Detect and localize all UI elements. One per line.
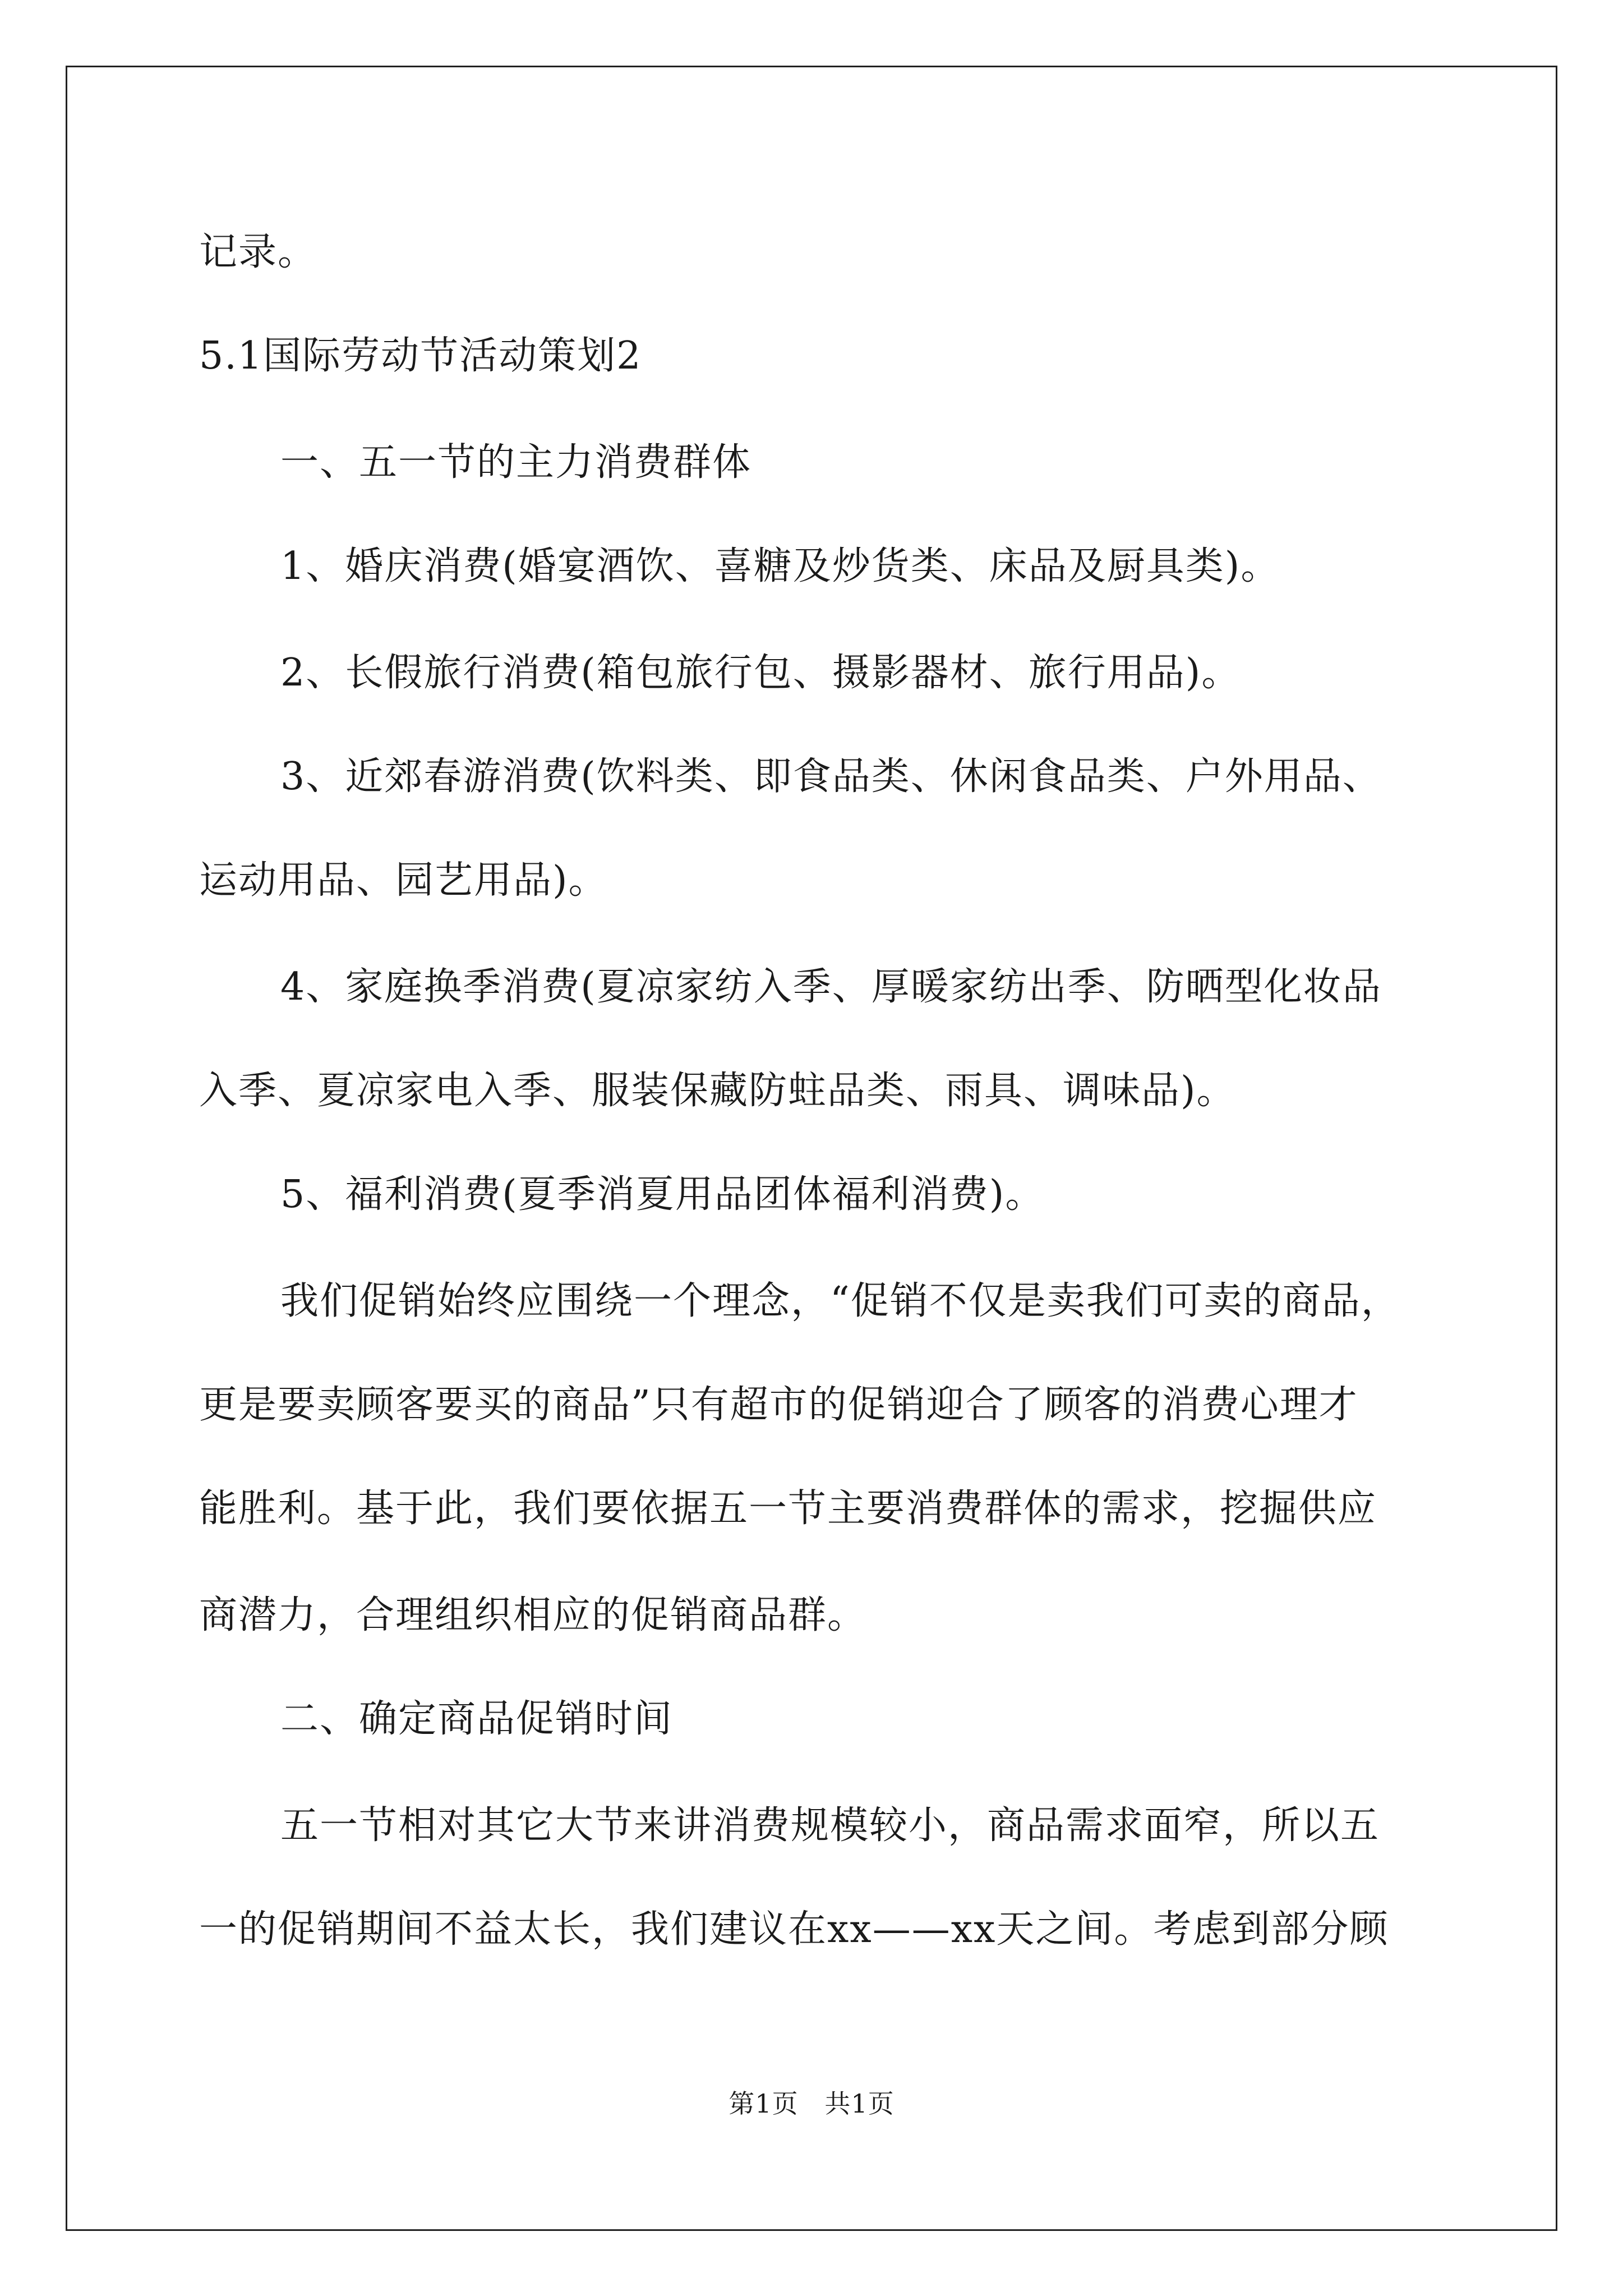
section-title: 5.1国际劳动节活动策划2 [199,334,642,378]
paragraph-line: 商潜力，合理组织相应的促销商品群。 [199,1593,867,1637]
heading-1: 一、五一节的主力消费群体 [280,440,752,485]
list-item: 3、近郊春游消费(饮料类、即食品类、休闲食品类、户外用品、 [280,754,1382,799]
list-item: 2、长假旅行消费(箱包旅行包、摄影器材、旅行用品)。 [280,651,1241,695]
list-item: 5、福利消费(夏季消夏用品团体福利消费)。 [280,1172,1045,1217]
paragraph-line: 五一节相对其它大节来讲消费规模较小，商品需求面窄，所以五 [280,1803,1380,1848]
list-item-continued: 运动用品、园艺用品)。 [199,858,608,903]
paragraph-line: 能胜利。基于此，我们要依据五一节主要消费群体的需求，挖掘供应 [199,1487,1377,1531]
list-item: 4、家庭换季消费(夏凉家纺入季、厚暖家纺出季、防晒型化妆品 [280,965,1382,1009]
list-item: 1、婚庆消费(婚宴酒饮、喜糖及炒货类、床品及厨具类)。 [280,544,1280,588]
heading-2: 二、确定商品促销时间 [280,1697,674,1741]
text-line: 记录。 [199,230,317,274]
paragraph-line: 我们促销始终应围绕一个理念，“促销不仅是卖我们可卖的商品， [280,1279,1400,1323]
paragraph-line: 一的促销期间不益太长，我们建议在xx——xx天之间。考虑到部分顾 [199,1907,1389,1952]
paragraph-line: 更是要卖顾客要买的商品”只有超市的促销迎合了顾客的消费心理才 [199,1383,1358,1427]
list-item-continued: 入季、夏凉家电入季、服装保藏防蛀品类、雨具、调味品)。 [199,1069,1236,1113]
page-footer: 第1页 共1页 [728,2088,895,2119]
